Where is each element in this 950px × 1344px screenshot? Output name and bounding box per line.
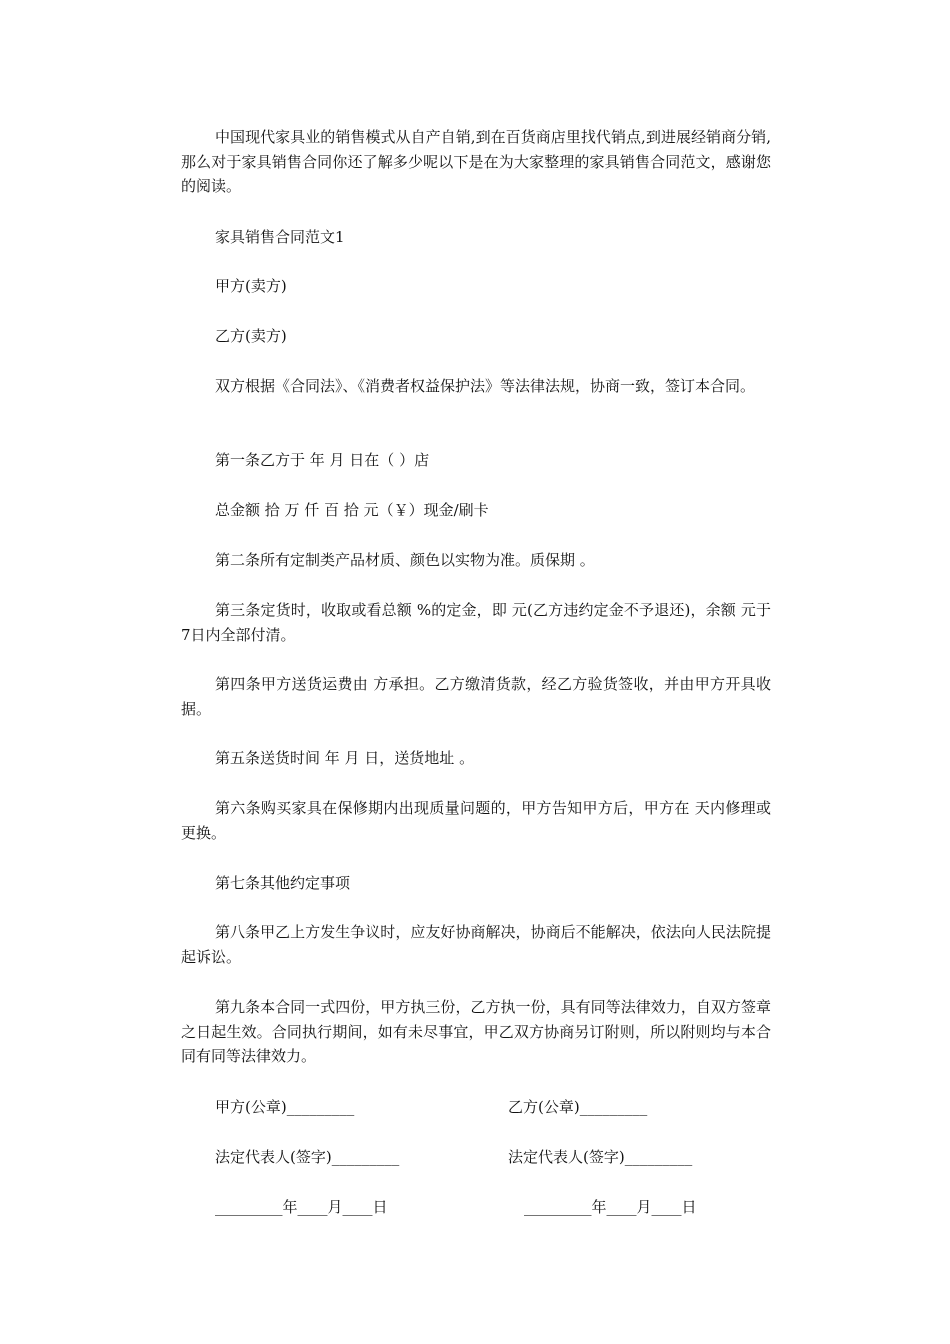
clause-1: 第一条乙方于 年 月 日在（ ）店 bbox=[215, 451, 430, 469]
amount-line: 总金额 拾 万 仟 百 拾 元（￥）现金/刷卡 bbox=[215, 501, 489, 519]
clause-5: 第五条送货时间 年 月 日，送货地址 。 bbox=[215, 749, 475, 767]
party-b-representative: 法定代表人(签字)_________ bbox=[508, 1148, 693, 1166]
clause-8: 第八条甲乙上方发生争议时，应友好协商解决，协商后不能解决，依法向人民法院提起诉讼。 bbox=[181, 923, 771, 966]
party-b-line: 乙方(卖方) bbox=[215, 327, 287, 345]
party-a-seal: 甲方(公章)_________ bbox=[215, 1098, 355, 1116]
party-b-date: _________年____月____日 bbox=[524, 1198, 697, 1216]
clause-4: 第四条甲方送货运费由 方承担。乙方缴清货款，经乙方验货签收，并由甲方开具收据。 bbox=[181, 675, 771, 718]
preamble-paragraph: 双方根据《合同法》、《消费者权益保护法》等法律法规，协商一致，签订本合同。 bbox=[215, 377, 756, 395]
intro-paragraph: 中国现代家具业的销售模式从自产自销,到在百货商店里找代销点,到进展经销商分销,那么对于家具销售合同你还了解多少呢以下是在为大家整理的家具销售合同范文，感谢您的阅读。 bbox=[181, 128, 771, 195]
clause-6: 第六条购买家具在保修期内出现质量问题的，甲方告知甲方后，甲方在 天内修理或更换。 bbox=[181, 799, 771, 842]
clause-9: 第九条本合同一式四份，甲方执三份，乙方执一份，具有同等法律效力，自双方签章之日起生效。合同执行期间，如有未尽事宜，甲乙双方协商另订附则，所以附则均与本合同有同等法律效力。 bbox=[181, 998, 771, 1065]
clause-3: 第三条定货时，收取或看总额 %的定金，即 元(乙方违约定金不予退还)，余额 元于7日内全部付清。 bbox=[181, 601, 771, 644]
party-a-date: _________年____月____日 bbox=[215, 1198, 388, 1216]
clause-2: 第二条所有定制类产品材质、颜色以实物为准。质保期 。 bbox=[215, 551, 595, 569]
party-a-line: 甲方(卖方) bbox=[215, 277, 287, 295]
document-title: 家具销售合同范文1 bbox=[215, 228, 345, 246]
clause-7: 第七条其他约定事项 bbox=[215, 874, 351, 892]
party-a-representative: 法定代表人(签字)_________ bbox=[215, 1148, 400, 1166]
party-b-seal: 乙方(公章)_________ bbox=[508, 1098, 648, 1116]
